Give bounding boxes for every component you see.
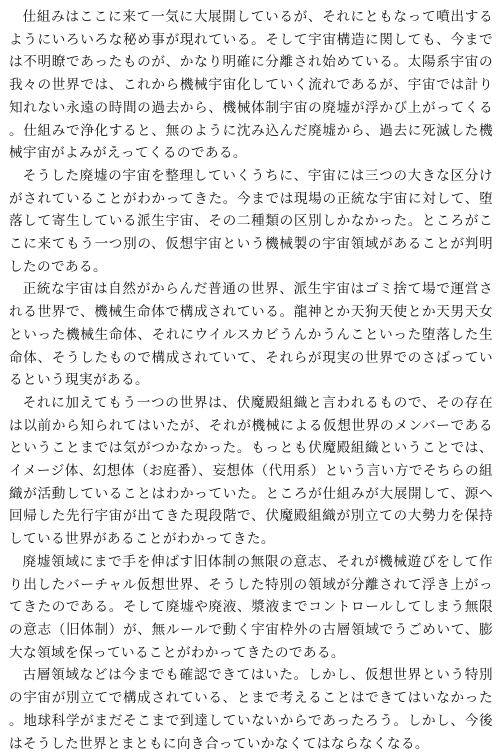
paragraph-4: それに加えてもう一つの世界は、伏魔殿組織と言われるもので、その存在は以前から知られてはいたが、それが機械による仮想世界のメンバーであるということまでは気がつかなかった。もっとも伏魔殿組織ということでは、イメージ体、幻想体（お庭番）、妄想体（代用系）という言い方でそちらの組織が活動していることはわかっていた。ところが仕組みが大展開して、源へ回帰した先行宇宙が出てきた現段階で、伏魔殿組織が別立ての大勢力を保持している世界があることがわかってきた。 [9, 394, 493, 548]
paragraph-2: そうした廃墟の宇宙を整理していくうちに、宇宙には三つの大きな区分けがされていることがわかってきた。今までは現場の正統な宇宙に対して、堕落して寄生している派生宇宙、その二種類の区別しかなかった。ところがここに来てもう一つ別の、仮想宇宙という機械製の宇宙領域があることが判明したのである。 [9, 167, 493, 275]
paragraph-3: 正統な宇宙は自然がからんだ普通の世界、派生宇宙はゴミ捨て場で運営される世界で、機械生命体で構成されている。龍神とか天狗天使とか天男天女といった機械生命体、それにウイルスカビうんかうんこといった堕落した生命体、そうしたもので構成されていて、それらが現実の世界でのさばっているという現実がある。 [9, 281, 493, 389]
paragraph-5: 廃墟領域にまで手を伸ばす旧体制の無限の意志、それが機械遊びをして作り出したバーチャル仮想世界、そうした特別の領域が分離されて浮き上がってきたのである。そして廃墟や廃液、漿液までコントロールしてしまう無限の意志（旧体制）が、無ルールで動く宇宙枠外の古層領域でうごめいて、膨大な領域を保っていることがわかってきたのである。 [9, 553, 493, 661]
paragraph-1: 仕組みはここに来て一気に大展開しているが、それにともなって噴出するようにいろいろな秘め事が現れている。そして宇宙構造に関しても、今までは不明瞭であったものが、かなり明確に分離され始めている。太陽系宇宙の我々の世界では、これから機械宇宙化していく流れであるが、宇宙では計り知れない永遠の時間の過去から、機械体制宇宙の廃墟が浮かび上がってくる。仕組みで浄化すると、無のように沈み込んだ廃墟から、過去に死滅した機械宇宙がよみがえってくるのである。 [9, 9, 493, 162]
document-body [9, 6, 493, 755]
paragraph-6: 古層領域などは今までも確認できてはいた。しかし、仮想世界という特別の宇宙が別立てで構成されている、とまで考えることはできてはいなかった。地球科学がまだそこまで到達していないからであったろう。しかし、今後はそうした世界とまともに向き合っていかなくてはならなくなる。 [9, 667, 493, 752]
